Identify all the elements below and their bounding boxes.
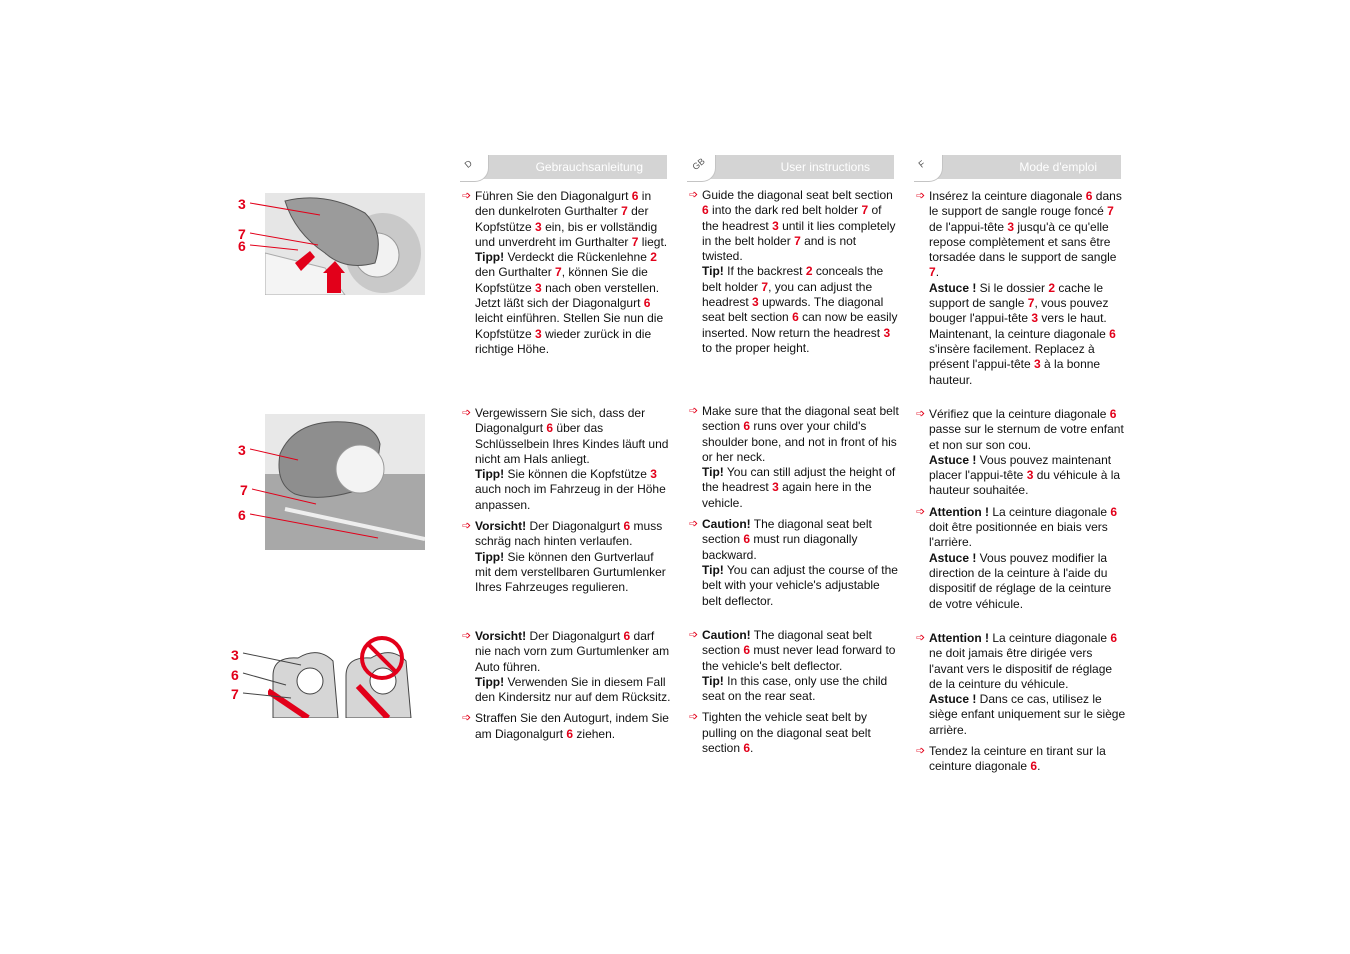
list-item: ➩ Vérifiez que la ceinture diagonale 6 passe sur le sternum de votre enfant et non sur son cou. Astuce ! Vous pouvez maintenant placer l'appui-tête 3 du véhicule à la hauteur souhaitée. xyxy=(916,407,1124,498)
fig3-label-7: 7 xyxy=(231,686,239,702)
list-item: ➩ Vorsicht! Der Diagonalgurt 6 darf nie nach vorn zum Gurtumlenker am Auto führen. Tipp! Verwenden Sie in diesem Fall den Kindersitz nur auf dem Rücksitz. xyxy=(462,629,671,705)
fig3-label-3: 3 xyxy=(231,647,239,663)
list-item: ➩ Führen Sie den Diagonalgurt 6 in den dunkelroten Gurthalter 7 der Kopfstütze 3 ein, bis er vollständig und unverdreht im Gurthalter 7 liegt. Tipp! Verdeckt die Rückenlehne 2 den Gurthalter 7, können Sie die Kopfstütze 3 nach oben verstellen. Jetzt läßt sich der Diagonalgurt 6 leicht einführen. Stellen Sie nun die Kopfstütze 3 wieder zurück in die richtige Höhe. xyxy=(462,189,668,356)
fig1-label-7: 7 xyxy=(238,226,246,242)
arrow-bullet-icon: ➩ xyxy=(916,190,926,202)
section-title: Mode d'emploi xyxy=(1019,160,1097,174)
instructions-block-3 xyxy=(462,629,672,748)
section-title: User instructions xyxy=(780,160,870,174)
fig2-label-6: 6 xyxy=(238,507,246,523)
fig1-leader-lines xyxy=(248,200,328,260)
instructions-block-1 xyxy=(689,188,899,362)
arrow-bullet-icon: ➩ xyxy=(689,711,699,724)
instructions-block-1 xyxy=(916,189,1126,394)
header-german xyxy=(462,155,667,179)
arrow-bullet-icon: ➩ xyxy=(916,408,926,420)
arrow-bullet-icon: ➩ xyxy=(689,518,699,531)
header-english xyxy=(689,155,894,179)
instructions-block-2 xyxy=(462,406,672,602)
arrow-bullet-icon: ➩ xyxy=(916,745,926,758)
list-item: ➩ Attention ! La ceinture diagonale 6 doit être positionnée en biais vers l'arrière. Astuce ! Vous pouvez modifier la direction de la ceinture à l'aide du dispositif de réglage de la ceinture de votre véhicule. xyxy=(916,504,1118,611)
fig2-label-3: 3 xyxy=(238,442,246,458)
list-item: ➩ Insérez la ceinture diagonale 6 dans le support de sangle rouge foncé 7 de l'appui-tête 3 jusqu'à ce qu'elle repose complètement et sans être torsadée dans le support de sangle 7. Astuce ! Si le dossier 2 cache le support de sangle 7, vous pouvez bouger l'appui-tête 3 vers le haut. Maintenant, la ceinture diagonale 6 s'insère facilement. Replacez à présent l'appui-tête 3 à la bonne hauteur. xyxy=(916,189,1122,387)
fig2-label-7: 7 xyxy=(240,482,248,498)
list-item: ➩ Tighten the vehicle seat belt by pulling on the diagonal seat belt section 6. xyxy=(689,710,871,756)
arrow-bullet-icon: ➩ xyxy=(462,190,472,202)
language-code: GB xyxy=(690,155,707,173)
fig1-label-6: 6 xyxy=(238,238,246,254)
list-item: ➩ Caution! The diagonal seat belt section 6 must run diagonally backward. Tip! You can adjust the course of the belt with your vehicle's adjustable belt deflector. xyxy=(689,517,898,608)
list-item: ➩ Vergewissern Sie sich, dass der Diagonalgurt 6 über das Schlüsselbein Ihres Kindes läuft und nicht am Hals anliegt. Tipp! Sie können die Kopfstütze 3 auch noch im Fahrzeug in der Höhe anpassen. xyxy=(462,406,669,512)
arrow-bullet-icon: ➩ xyxy=(689,189,699,201)
list-item: ➩ Caution! The diagonal seat belt section 6 must never lead forward to the vehicle's belt deflector. Tip! In this case, only use the child seat on the rear seat. xyxy=(689,628,896,704)
fig3-leader-lines xyxy=(241,650,311,700)
column-french xyxy=(916,155,1126,774)
list-item: ➩ Tendez la ceinture en tirant sur la ceinture diagonale 6. xyxy=(916,744,1106,774)
arrow-bullet-icon: ➩ xyxy=(462,520,472,533)
arrow-bullet-icon: ➩ xyxy=(689,629,699,641)
instructions-block-2 xyxy=(916,407,1126,618)
list-item: ➩ Make sure that the diagonal seat belt section 6 runs over your child's shoulder bone, and not in front of his or her neck. Tip! You can still adjust the height of the headrest 3 again here in the vehicle. xyxy=(689,404,899,510)
list-item: ➩ Attention ! La ceinture diagonale 6 ne doit jamais être dirigée vers l'avant vers le dispositif de réglage de la ceinture du véhicule. Astuce ! Dans ce cas, utilisez le siège enfant uniquement sur le siège arrière. xyxy=(916,631,1126,737)
fig1-label-3: 3 xyxy=(238,196,246,212)
arrow-bullet-icon: ➩ xyxy=(462,630,472,642)
language-code: F xyxy=(916,158,928,170)
arrow-bullet-icon: ➩ xyxy=(916,632,926,644)
arrow-bullet-icon: ➩ xyxy=(462,712,472,725)
fig2-leader-lines xyxy=(248,446,383,542)
arrow-bullet-icon: ➩ xyxy=(462,407,472,419)
list-item: ➩ Straffen Sie den Autogurt, indem Sie am Diagonalgurt 6 ziehen. xyxy=(462,711,669,741)
list-item: ➩ Guide the diagonal seat belt section 6 into the dark red belt holder 7 of the headrest 3 until it lies completely in the belt holder 7 and is not twisted. Tip! If the backrest 2 conceals the belt holder 7, you can adjust the headrest 3 upwards. The diagonal seat belt section 6 can now be easily inserted. Now return the headrest 3 to the proper height. xyxy=(689,188,898,355)
fig3-label-6: 6 xyxy=(231,667,239,683)
instructions-block-3 xyxy=(916,631,1126,781)
arrow-bullet-icon: ➩ xyxy=(689,405,699,417)
instructions-block-1 xyxy=(462,189,672,363)
header-french xyxy=(916,155,1121,179)
column-german xyxy=(462,155,671,741)
language-code: D xyxy=(462,158,474,170)
instructions-block-3 xyxy=(689,628,899,762)
instructions-block-2 xyxy=(689,404,899,615)
section-title: Gebrauchsanleitung xyxy=(535,160,643,174)
list-item: ➩ Vorsicht! Der Diagonalgurt 6 muss schräg nach hinten verlaufen. Tipp! Sie können den Gurtverlauf mit dem verstellbaren Gurtumlenker Ihres Fahrzeuges regulieren. xyxy=(462,519,666,595)
arrow-bullet-icon: ➩ xyxy=(916,505,926,518)
column-english xyxy=(689,155,899,756)
